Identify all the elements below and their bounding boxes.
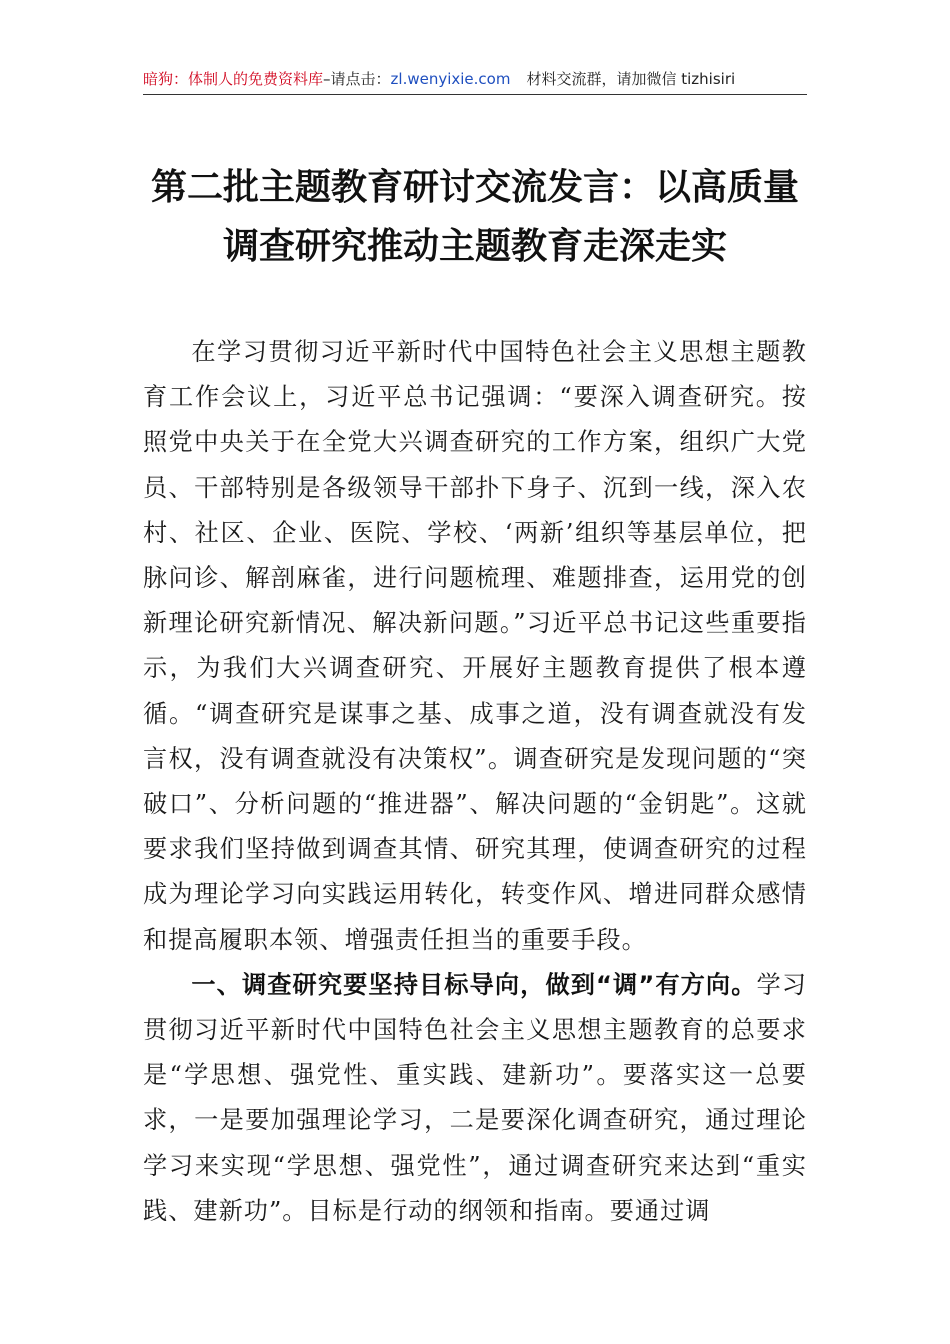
- document-title-line-2: 调查研究推动主题教育走深走实: [222, 225, 727, 267]
- section-1-text: 学习贯彻习近平新时代中国特色社会主义思想主题教育的总要求是“学思想、强党性、重实践、建新功”。要落实这一总要求，一是要加强理论学习，二是要深化调查研究，通过理论学习来实现“学思想、强党性”，通过调查研究来达到“重实践、建新功”。目标是行动的纲领和指南。要通过调: [143, 970, 807, 1225]
- document-title-line-1: 第二批主题教育研讨交流发言：以高质量: [150, 166, 799, 208]
- section-heading-1: 一、调查研究要坚持目标导向，做到“调”有方向。: [191, 970, 757, 999]
- watermark-header: [143, 64, 807, 95]
- header-contact-text: 材料交流群，请加微信 tizhisiri: [526, 70, 736, 88]
- header-promo-text: 暗狗：体制人的免费资料库: [143, 70, 324, 88]
- header-link-url[interactable]: zl.wenyixie.com: [390, 70, 511, 88]
- body-paragraph-section-1: [143, 963, 807, 1234]
- header-link-lead: –请点击：: [323, 70, 391, 88]
- body-paragraph-intro: 在学习贯彻习近平新时代中国特色社会主义思想主题教育工作会议上，习近平总书记强调：“要深入调查研究。按照党中央关于在全党大兴调查研究的工作方案，组织广大党员、干部特别是各级领导干部扑下身子、沉到一线，深入农村、社区、企业、医院、学校、‘两新’组织等基层单位，把脉问诊、解剖麻雀，进行问题梳理、难题排查，运用党的创新理论研究新情况、解决新问题。”习近平总书记这些重要指示，为我们大兴调查研究、开展好主题教育提供了根本遵循。“调查研究是谋事之基、成事之道，没有调查就没有发言权，没有调查就没有决策权”。调查研究是发现问题的“突破口”、分析问题的“推进器”、解决问题的“金钥匙”。这就要求我们坚持做到调查其情、研究其理，使调查研究的过程成为理论学习向实践运用转化，转变作风、增进同群众感情和提高履职本领、增强责任担当的重要手段。: [143, 338, 807, 954]
- document-body: [143, 330, 807, 1234]
- document-title: [140, 158, 810, 276]
